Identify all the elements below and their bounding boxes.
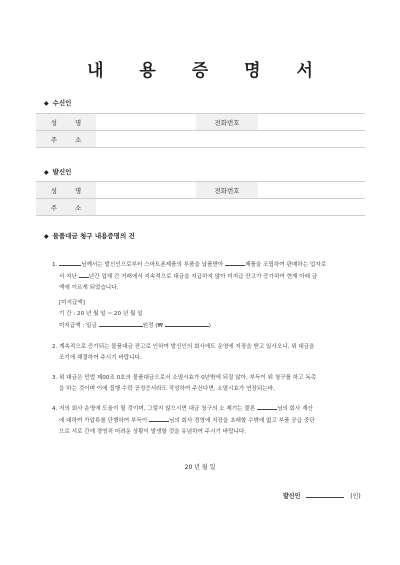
paragraph-text: 을 하는 것이며 이에 집행 수락 공정증서라도 작성하여 주신다면, 소멸시효가 연장되는바, <box>59 386 275 392</box>
sender-section-heading <box>44 167 71 176</box>
receiver-address-label: 주 소 <box>36 131 96 148</box>
paragraph-1 <box>52 259 362 294</box>
paragraph-text: 조기에 해결하여 주시기 바랍니다. <box>59 355 142 361</box>
paragraph-text: ) <box>208 323 211 329</box>
sender-phone-field[interactable] <box>258 182 365 199</box>
unpaid-amount-won: 원정 (₩ <box>142 323 163 329</box>
amount-korean-field[interactable] <box>99 320 143 327</box>
unpaid-period: 기 간 : 20 년 월 일 ~ 20 년 월 일 <box>59 311 143 317</box>
date-line: 20 년 월 일 <box>184 464 216 471</box>
unpaid-header: [미지급액] <box>59 300 85 306</box>
paragraph-text: 에 대하여 가압류를 단행하여 부득이 <box>59 418 148 424</box>
unpaid-amount-label: 미지급액 : 일금 <box>59 323 97 329</box>
paragraph-text: 년간 업체 간 거래에서 지속적으로 대금을 지급하지 않아 미지급 잔고가 증가하여 현재 아래 금 <box>88 274 318 280</box>
subject-heading <box>44 231 135 240</box>
paragraph-text: 님의 회사 경영에 지장을 초래할 수밖에 없고 부품 공급 중단 <box>168 418 315 424</box>
paragraph-number: 1. <box>52 262 58 268</box>
paragraph-4 <box>52 403 362 438</box>
blank-field[interactable] <box>79 271 89 278</box>
paragraph-text: 3. 위 대금은 민법 제00조 0호의 물품대금으로서 소멸시효가 0년밖에 되질 않아, 부득이 위 청구를 하고 독촉 <box>52 375 317 381</box>
sender-section-label: 발신인 <box>52 168 72 176</box>
paragraph-text: 액에 이르게 되었습니다. <box>59 285 119 291</box>
receiver-name-field[interactable] <box>96 114 196 131</box>
diamond-bullet-icon: ◆ <box>44 100 49 107</box>
diamond-bullet-icon: ◆ <box>44 169 49 176</box>
document-title: 내 용 증 명 서 <box>87 61 328 81</box>
sender-name-label: 성 명 <box>36 182 96 199</box>
signature-name-field[interactable] <box>306 491 344 498</box>
receiver-phone-field[interactable] <box>258 114 365 131</box>
sender-name-field[interactable] <box>96 182 196 199</box>
amount-number-field[interactable] <box>165 320 209 327</box>
receiver-section-label: 수신인 <box>52 99 72 107</box>
unpaid-block <box>59 298 369 332</box>
paragraph-text: 2. 계속적으로 증가되는 물품대금 잔고로 인하여 발신인의 회사에도 운영에 지장을 받고 있사오니, 위 대금을 <box>52 344 315 350</box>
paragraph-2 <box>52 342 362 364</box>
blank-field[interactable] <box>225 259 245 266</box>
signature-label: 발신인 <box>283 493 301 500</box>
paragraph-text: 제품을 조립하여 판매하는 업자로 <box>245 262 327 268</box>
receiver-phone-label: 전화번호 <box>196 114 258 131</box>
blank-field[interactable] <box>257 403 277 410</box>
subject-text: 물품대금 청구 내용증명의 건 <box>52 232 135 240</box>
receiver-table <box>36 113 365 148</box>
paragraph-3 <box>52 373 362 395</box>
sender-phone-label: 전화번호 <box>196 182 258 199</box>
sender-address-field[interactable] <box>96 199 365 216</box>
sender-address-label: 주 소 <box>36 199 96 216</box>
receiver-section-heading <box>44 98 71 107</box>
sender-table <box>36 181 365 216</box>
paragraph-text: 으로 서로 간에 경영적 어려운 상황이 발생할 것을 유념하여 주시기 바랍니다. <box>59 429 247 435</box>
blank-field[interactable] <box>149 415 169 422</box>
paragraph-text: 서 지난 <box>59 274 77 280</box>
signature-line <box>283 491 361 500</box>
paragraph-text: 4. 저의 회사 운영에 도움이 될 것이며, 그렇지 않으시면 대금 청구의 소 제기는 물론 <box>52 406 256 412</box>
receiver-name-label: 성 명 <box>36 114 96 131</box>
blank-field[interactable] <box>59 259 81 266</box>
seal-mark: (인) <box>350 493 361 500</box>
diamond-bullet-icon: ◆ <box>44 233 49 240</box>
paragraph-text: 님의 회사 재산 <box>276 406 313 412</box>
receiver-address-field[interactable] <box>96 131 365 148</box>
paragraph-text: 님께서는 발신인으로부터 스마트폰제품의 부품을 납품받아 <box>81 262 224 268</box>
